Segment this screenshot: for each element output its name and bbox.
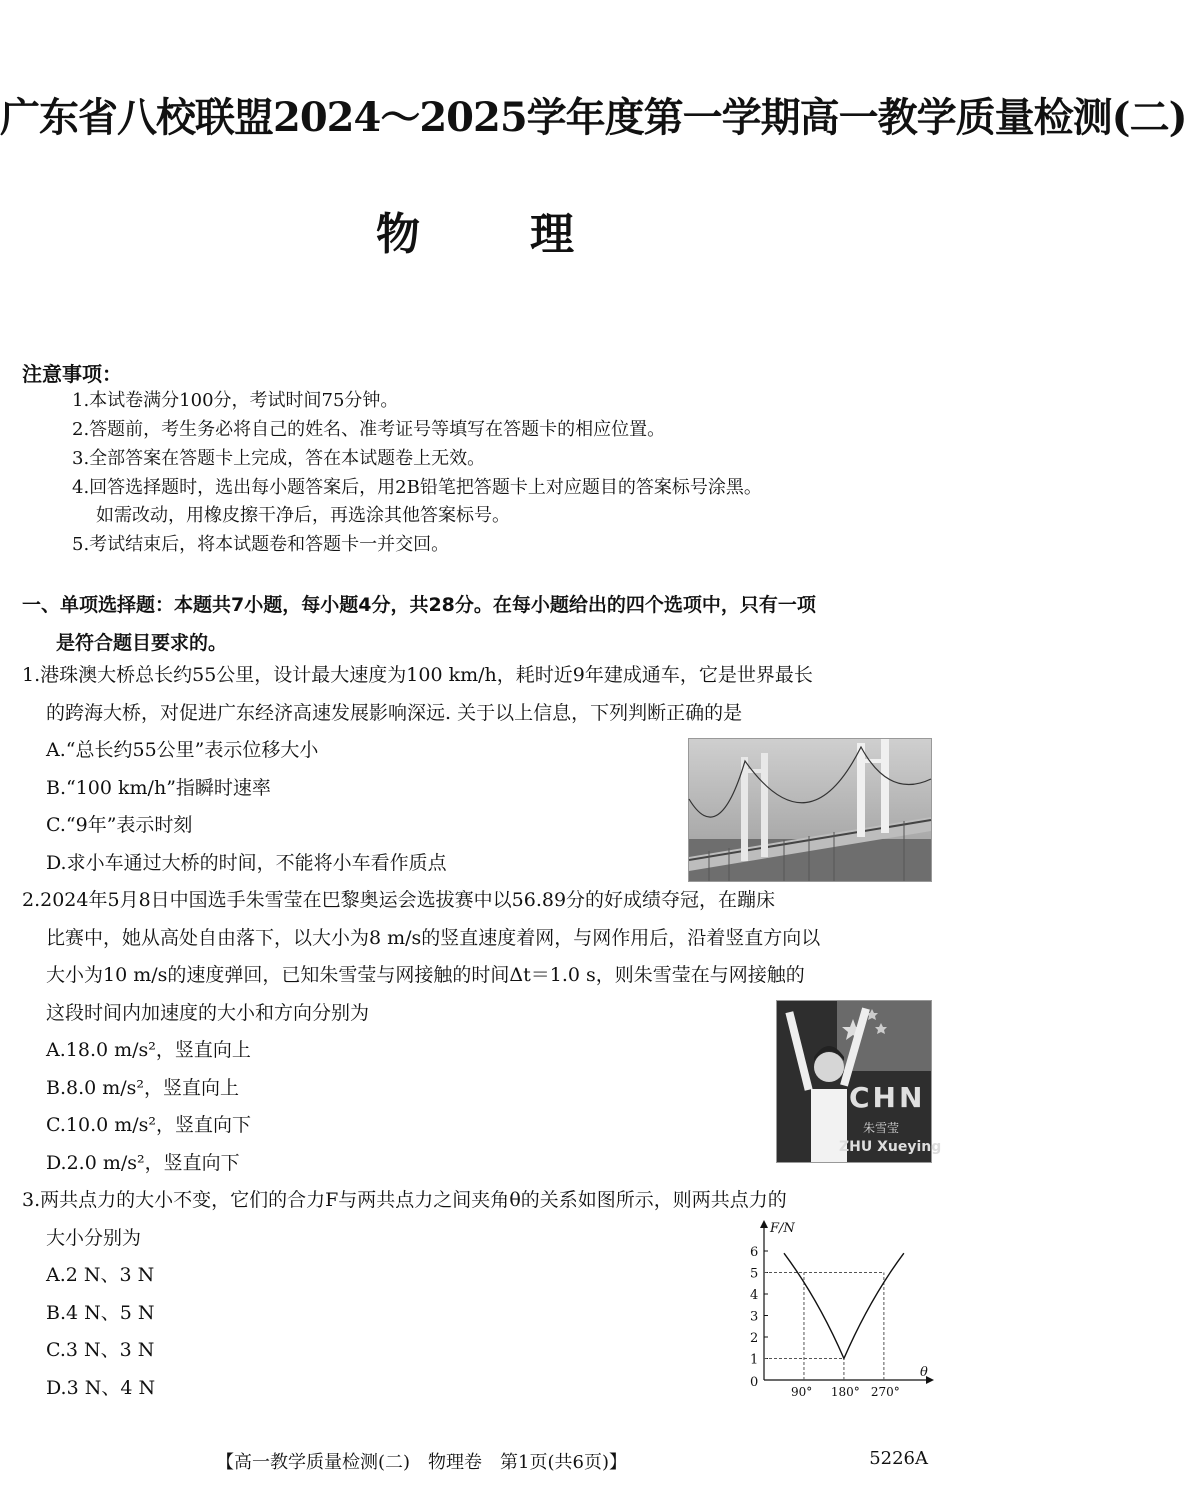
q2-stem-line2: 比赛中，她从高处自由落下，以大小为8 m/s的竖直速度着网，与网作用后，沿着竖直方向以 xyxy=(46,927,821,949)
q1-stem-line2: 的跨海大桥，对促进广东经济高速发展影响深远. 关于以上信息，下列判断正确的是 xyxy=(46,702,743,724)
y-axis-arrow xyxy=(760,1220,768,1228)
q2-stem-line1: 2.2024年5月8日中国选手朱雪莹在巴黎奥运会选拔赛中以56.89分的好成绩夺冠，在蹦床 xyxy=(22,889,776,911)
subject-title: 物理 xyxy=(376,209,684,260)
q3-option-a: A.2 N、3 N xyxy=(46,1264,155,1286)
q2-option-d: D.2.0 m/s²，竖直向下 xyxy=(46,1152,240,1174)
q3-stem-line1: 3.两共点力的大小不变，它们的合力F与两共点力之间夹角θ的关系如图所示，则两共点力的 xyxy=(22,1189,787,1211)
y-tick-label: 2 xyxy=(750,1331,759,1346)
y-tick-label: 6 xyxy=(750,1245,759,1260)
footer-code: 5226A xyxy=(869,1448,928,1469)
footer-page-info: 【高一教学质量检测(二) 物理卷 第1页(共6页)】 xyxy=(216,1452,627,1473)
notice-item: 4.回答选择题时，选出每小题答案后，用2B铅笔把答题卡上对应题目的答案标号涂黑。 xyxy=(72,477,762,498)
q3-option-d: D.3 N、4 N xyxy=(46,1377,156,1399)
photo-team-label: CHN xyxy=(849,1081,926,1114)
notice-item: 1.本试卷满分100分，考试时间75分钟。 xyxy=(72,390,399,411)
notice-heading: 注意事项： xyxy=(22,362,122,386)
x-tick-label: 270° xyxy=(870,1385,900,1399)
q2-option-a: A.18.0 m/s²，竖直向上 xyxy=(46,1039,251,1061)
q1-option-c: C.“9年”表示时刻 xyxy=(46,814,193,836)
q2-stem-line4: 这段时间内加速度的大小和方向分别为 xyxy=(46,1002,370,1024)
y-tick-label: 1 xyxy=(750,1352,759,1368)
bridge-photo xyxy=(688,738,932,882)
y-tick-label: 5 xyxy=(750,1266,759,1282)
y-tick-label: 3 xyxy=(750,1309,759,1325)
force-angle-chart xyxy=(730,1218,936,1398)
force-curve xyxy=(784,1253,904,1358)
athlete-photo xyxy=(776,1000,942,1163)
photo-name-cn: 朱雪莹 xyxy=(863,1121,900,1135)
q2-option-c: C.10.0 m/s²，竖直向下 xyxy=(46,1114,252,1136)
q1-stem-line1: 1.港珠澳大桥总长约55公里，设计最大速度为100 km/h，耗时近9年建成通车，它是世界最长 xyxy=(22,664,813,686)
notice-item: 3.全部答案在答题卡上完成，答在本试题卷上无效。 xyxy=(72,448,486,469)
x-tick-label: 180° xyxy=(830,1385,860,1399)
y-axis-label: F/N xyxy=(770,1221,795,1236)
exam-title: 广东省八校联盟2024～2025学年度第一学期高一教学质量检测(二) xyxy=(0,94,1187,141)
section-heading xyxy=(22,586,932,662)
q3-option-b: B.4 N、5 N xyxy=(46,1302,155,1324)
notice-item: 2.答题前，考生务必将自己的姓名、准考证号等填写在答题卡的相应位置。 xyxy=(72,419,666,440)
q3-option-c: C.3 N、3 N xyxy=(46,1339,155,1361)
section-heading-line1: 一、单项选择题：本题共7小题，每小题4分，共28分。在每小题给出的四个选项中，只有一项 xyxy=(22,594,816,616)
origin-label: 0 xyxy=(750,1375,759,1390)
q1-option-d: D.求小车通过大桥的时间，不能将小车看作质点 xyxy=(46,852,447,874)
y-tick-label: 4 xyxy=(750,1288,759,1303)
photo-name-en: ZHU Xueying xyxy=(839,1139,942,1155)
q1-option-b: B.“100 km/h”指瞬时速率 xyxy=(46,777,271,799)
notice-item: 5.考试结束后，将本试题卷和答题卡一并交回。 xyxy=(72,534,450,555)
q2-stem-line3: 大小为10 m/s的速度弹回，已知朱雪莹与网接触的时间Δt＝1.0 s，则朱雪莹在与网接触的 xyxy=(46,964,805,986)
q1-option-a: A.“总长约55公里”表示位移大小 xyxy=(46,739,319,761)
section-heading-line2: 是符合题目要求的。 xyxy=(56,632,228,654)
notice-item: 如需改动，用橡皮擦干净后，再选涂其他答案标号。 xyxy=(96,505,510,526)
q2-option-b: B.8.0 m/s²，竖直向上 xyxy=(46,1077,240,1099)
x-axis-label: θ xyxy=(920,1365,928,1380)
x-tick-label: 90° xyxy=(790,1385,813,1399)
q3-stem-line2: 大小分别为 xyxy=(46,1227,142,1249)
